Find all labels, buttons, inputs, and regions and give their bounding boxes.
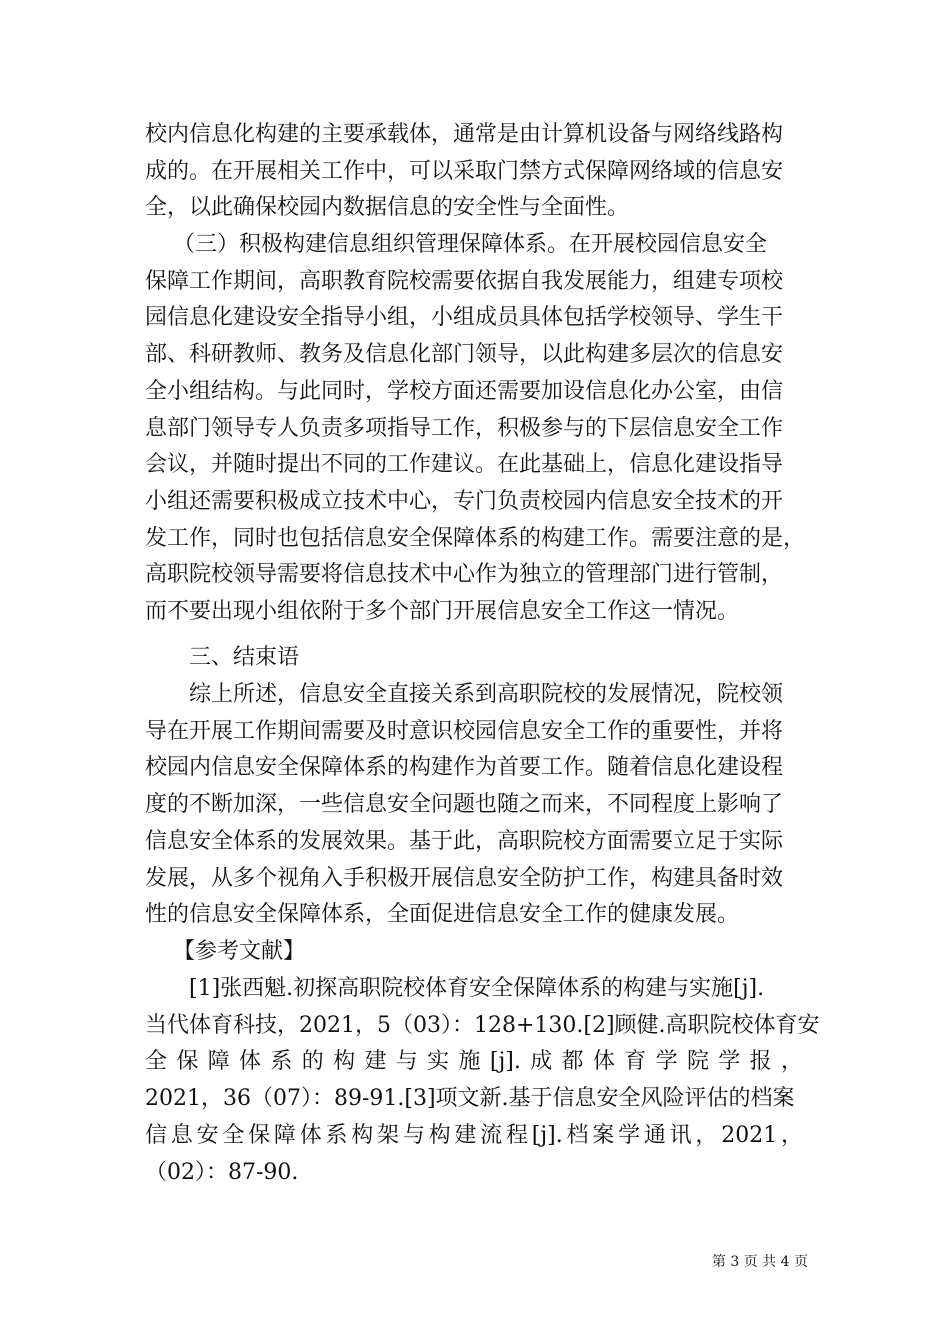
reference-line: 当代体育科技，2021，5（03）：128+130.[2]顾健.高职院校体育安 <box>145 1012 820 1038</box>
section-heading-text: 三、结束语 <box>189 645 300 670</box>
text-line: 发工作，同时也包括信息安全保障体系的构建工作。需要注意的是， <box>145 525 806 551</box>
paragraph-organization <box>145 227 806 631</box>
text-line: （三）积极构建信息组织管理保障体系。在开展校园信息安全 <box>173 232 768 257</box>
page-number: 第 3 页 共 4 页 <box>711 1254 808 1270</box>
text-line: 导在开展工作期间需要及时意识校园信息安全工作的重要性，并将 <box>145 718 784 744</box>
text-line: 全，以此确保校园内数据信息的安全性与全面性。 <box>145 195 630 221</box>
reference-line: （02）：87-90. <box>145 1159 299 1185</box>
text-line: 度的不断加深，一些信息安全问题也随之而来，不同程度上影响了 <box>145 792 784 818</box>
text-line: 而不要出现小组依附于多个部门开展信息安全工作这一情况。 <box>145 599 740 625</box>
text-line: 综上所述，信息安全直接关系到高职院校的发展情况，院校领 <box>189 682 784 707</box>
reference-line: 全保障体系的构建与实施[j].成都体育学院学报， <box>145 1049 803 1075</box>
text-line: 成的。在开展相关工作中，可以采取门禁方式保障网络域的信息安 <box>145 158 784 184</box>
references-heading <box>145 934 803 971</box>
paragraph-conclusion <box>145 677 803 934</box>
text-line: 小组还需要积极成立技术中心，专门负责校园内信息安全技术的开 <box>145 488 784 514</box>
text-line: 发展，从多个视角入手积极开展信息安全防护工作，构建具备时效 <box>145 865 784 891</box>
text-line: 会议，并随时提出不同的工作建议。在此基础上，信息化建设指导 <box>145 452 784 478</box>
paragraph-continuation <box>145 117 803 227</box>
text-line: 息部门领导专人负责多项指导工作，积极参与的下层信息安全工作 <box>145 415 784 441</box>
text-line: 园信息化建设安全指导小组，小组成员具体包括学校领导、学生干 <box>145 305 784 331</box>
reference-line: 信息安全保障体系构架与构建流程[j].档案学通讯，2021， <box>145 1122 803 1148</box>
references-heading-text: 【参考文献】 <box>173 939 306 964</box>
text-line: 部、科研教师、教务及信息化部门领导，以此构建多层次的信息安 <box>145 342 784 368</box>
text-line: 校内信息化构建的主要承载体，通常是由计算机设备与网络线路构 <box>145 122 784 147</box>
reference-line: 2021，36（07）：89-91.[3]项文新.基于信息安全风险评估的档案 <box>145 1086 795 1112</box>
references-list <box>145 971 820 1191</box>
section-heading <box>145 640 803 677</box>
text-line: 信息安全体系的发展效果。基于此，高职院校方面需要立足于实际 <box>145 828 784 854</box>
text-line: 保障工作期间，高职教育院校需要依据自我发展能力，组建专项校 <box>145 268 784 294</box>
reference-line: [1]张西魁.初探高职院校体育安全保障体系的构建与实施[j]. <box>189 976 765 1001</box>
text-line: 校园内信息安全保障体系的构建作为首要工作。随着信息化建设程 <box>145 755 784 781</box>
text-line: 性的信息安全保障体系，全面促进信息安全工作的健康发展。 <box>145 902 740 928</box>
text-line: 全小组结构。与此同时，学校方面还需要加设信息化办公室，由信 <box>145 378 784 404</box>
text-line: 高职院校领导需要将信息技术中心作为独立的管理部门进行管制， <box>145 562 784 588</box>
